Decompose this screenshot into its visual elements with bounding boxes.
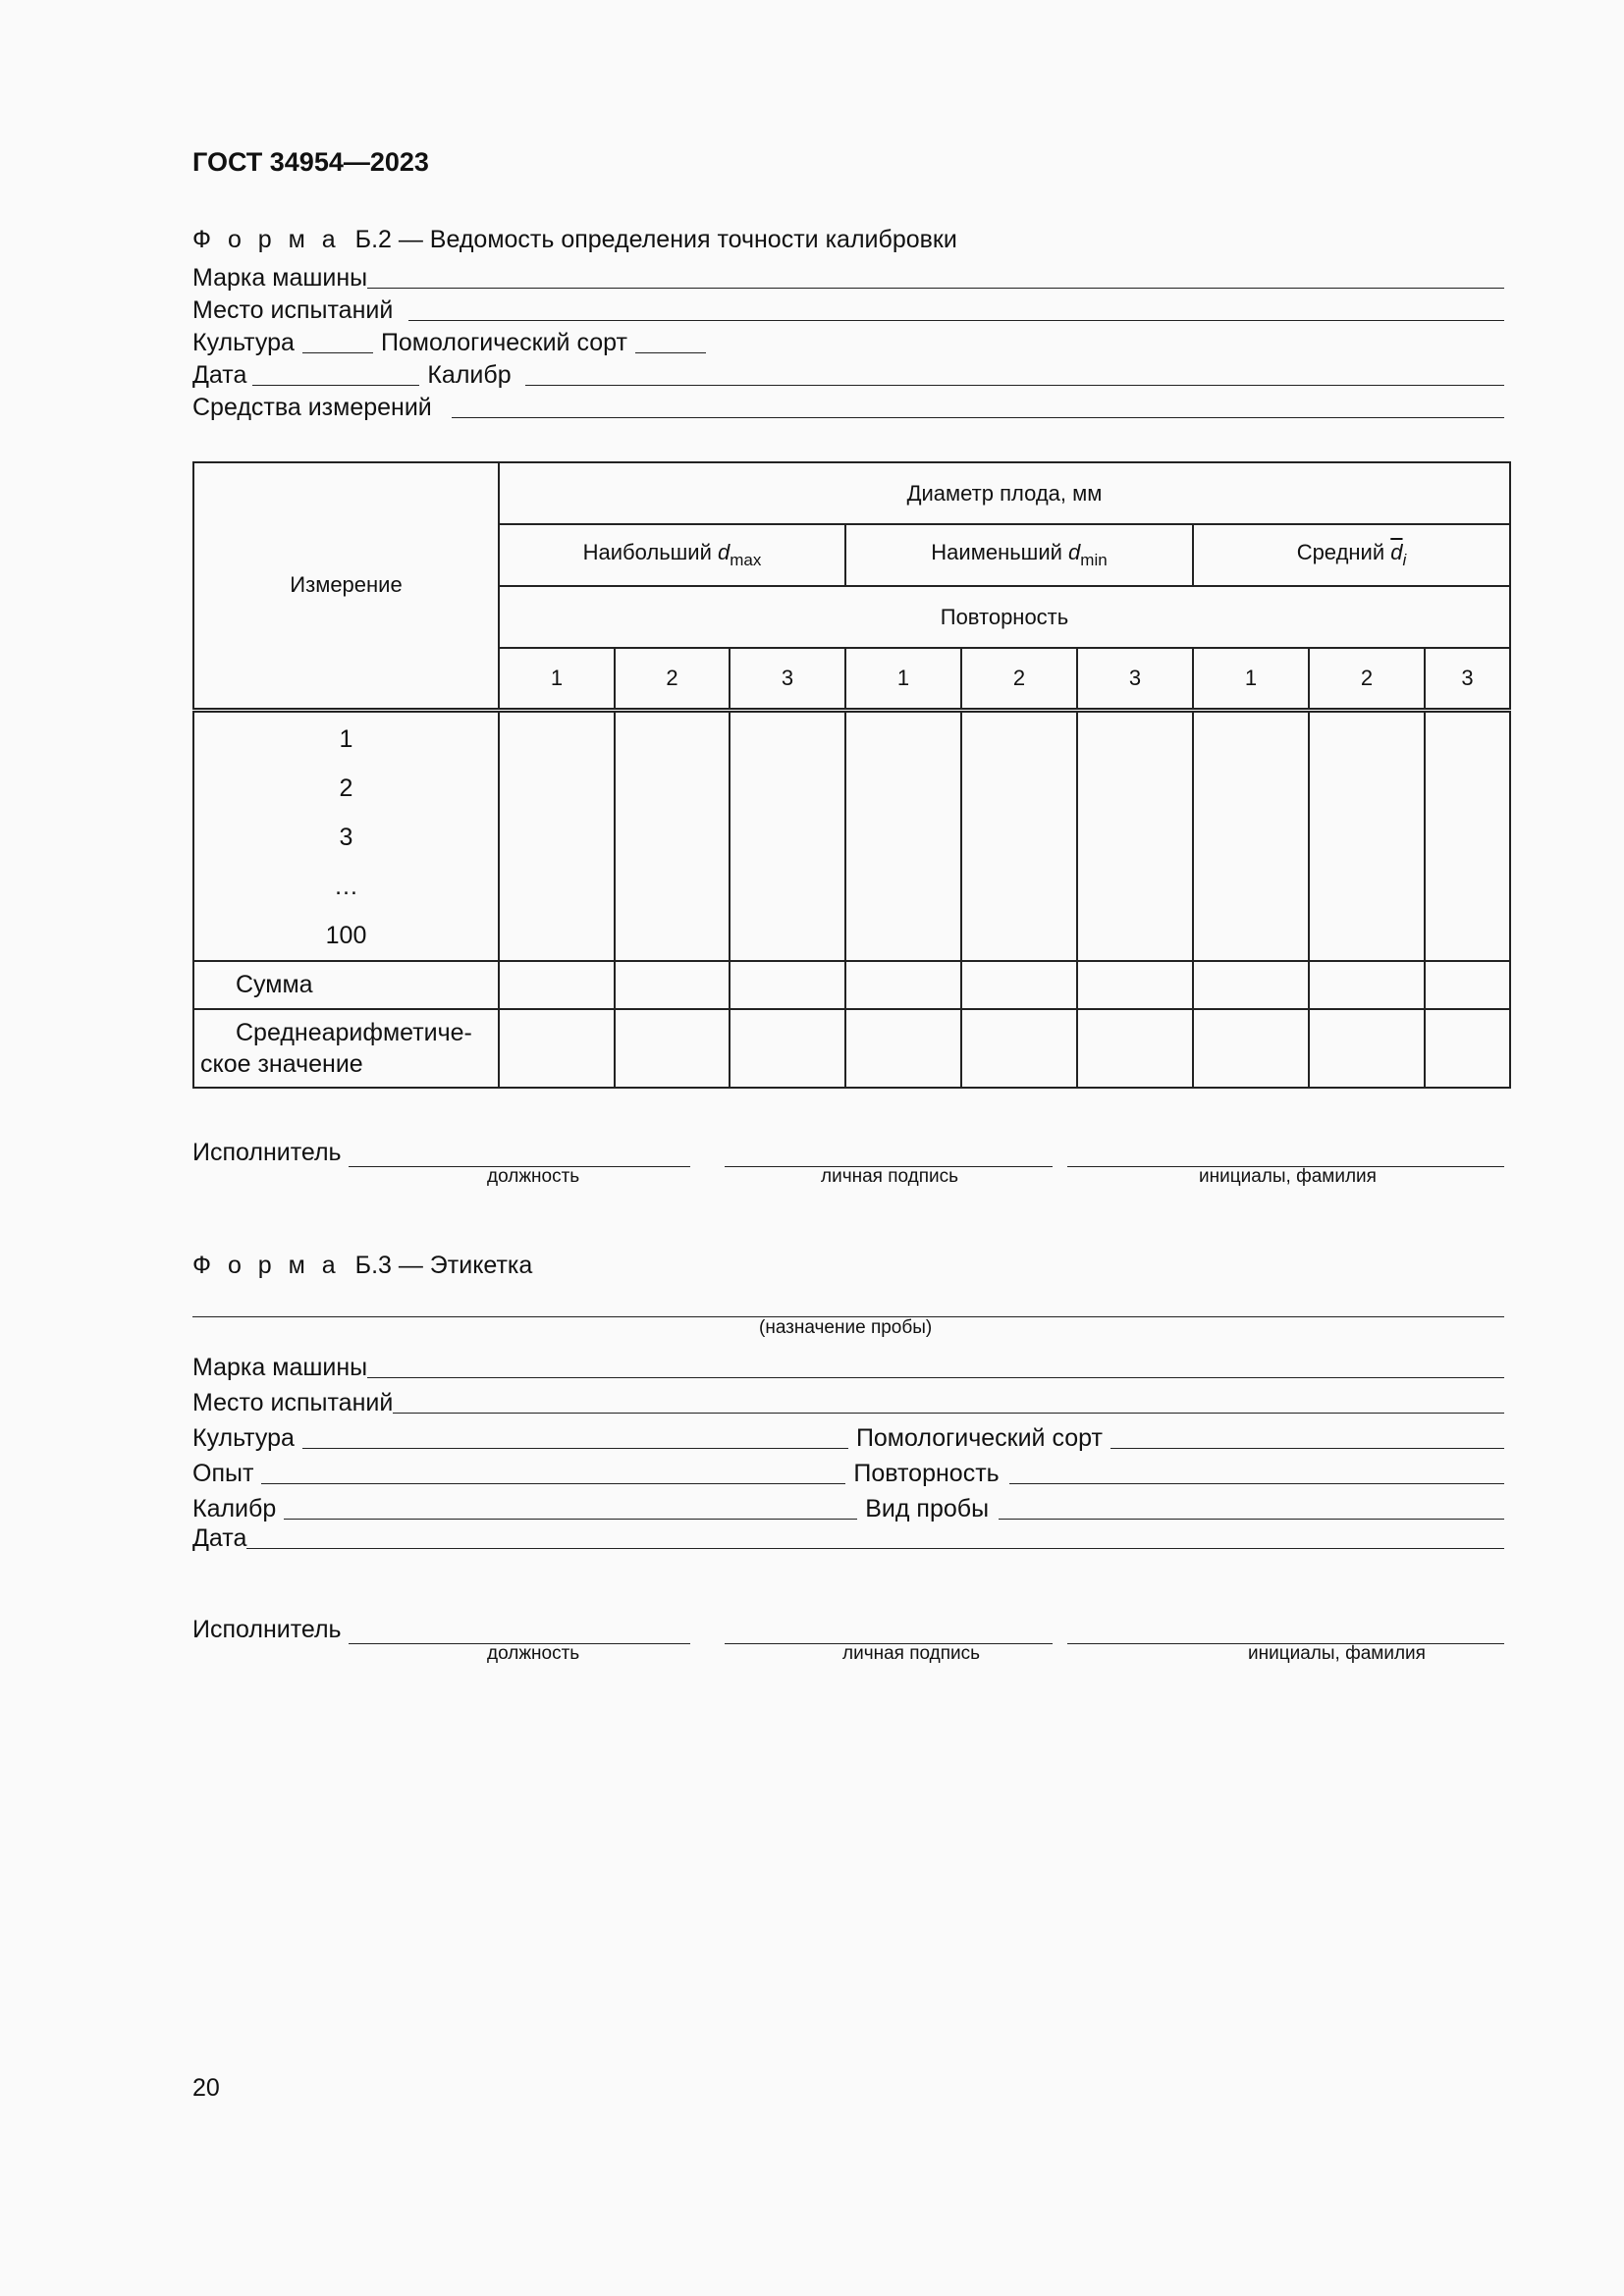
mean-cell[interactable] (615, 1009, 730, 1088)
mean-cell[interactable] (1193, 1009, 1309, 1088)
b3-culture-line[interactable] (302, 1448, 848, 1449)
min-label: Наименьший (931, 540, 1062, 564)
form-b3-title (192, 1252, 532, 1280)
data-cell[interactable] (961, 710, 1077, 961)
b3-caliber-label: Калибр (192, 1495, 277, 1522)
field-caliber-label: Калибр (427, 361, 512, 389)
repeat-number: 3 (1425, 648, 1510, 710)
calibration-table (192, 461, 1511, 1089)
field-machine (192, 265, 1504, 293)
b3-field-machine (192, 1355, 1504, 1382)
field-variety-label: Помологический сорт (380, 329, 627, 356)
b3-place-line[interactable] (393, 1413, 1504, 1414)
performer-label-2: Исполнитель (192, 1616, 342, 1643)
performer-label: Исполнитель (192, 1139, 342, 1166)
purpose-caption: (назначение пробы) (759, 1317, 933, 1338)
data-cell[interactable] (1193, 710, 1309, 961)
field-date-caliber (192, 362, 1504, 390)
repeat-number: 2 (961, 648, 1077, 710)
measurement-row-label: 1 (339, 724, 353, 753)
measurement-row-label: 3 (339, 823, 353, 851)
sum-cell[interactable] (845, 961, 961, 1009)
form-b3-title-text: Б.3 — Этикетка (354, 1252, 533, 1279)
b3-experiment-line[interactable] (261, 1483, 845, 1484)
field-culture-variety (192, 330, 1504, 357)
measurement-numbers (193, 710, 499, 961)
b3-date-line[interactable] (246, 1548, 1504, 1549)
max-subscript: max (730, 551, 762, 569)
field-instruments (192, 395, 1504, 422)
max-diameter-header (499, 524, 845, 586)
b3-repeat-line[interactable] (1009, 1483, 1504, 1484)
b3-field-experiment-repeat (192, 1461, 1504, 1488)
field-instruments-line[interactable] (452, 417, 1504, 418)
field-caliber-line[interactable] (525, 385, 1504, 386)
field-place-label: Место испытаний (192, 296, 394, 324)
position-caption: должность (487, 1166, 580, 1187)
measurement-header: Измерение (193, 462, 499, 710)
measurement-row-label: 2 (339, 774, 353, 802)
b3-field-place (192, 1390, 1504, 1417)
field-culture-label: Культура (192, 329, 295, 356)
data-cell[interactable] (1425, 710, 1510, 961)
measurement-row-label: 100 (325, 921, 367, 949)
signature-caption-2: личная подпись (842, 1643, 981, 1664)
sum-cell[interactable] (499, 961, 615, 1009)
form-b2-title (192, 226, 957, 254)
data-cell[interactable] (845, 710, 961, 961)
mean-subscript: i (1402, 551, 1407, 569)
position-caption-2: должность (487, 1643, 580, 1664)
data-cell[interactable] (615, 710, 730, 961)
field-variety-line[interactable] (635, 352, 706, 353)
mean-diameter-header (1193, 524, 1510, 586)
sum-cell[interactable] (1193, 961, 1309, 1009)
max-symbol: d (718, 540, 731, 564)
measurement-row-label: … (334, 872, 358, 900)
repeat-number: 2 (615, 648, 730, 710)
repeat-number: 3 (1077, 648, 1193, 710)
field-date-line[interactable] (252, 385, 419, 386)
name-caption: инициалы, фамилия (1199, 1166, 1377, 1187)
sum-cell[interactable] (1309, 961, 1425, 1009)
form-b2-title-text: Б.2 — Ведомость определения точности калибровки (354, 226, 957, 253)
min-diameter-header (845, 524, 1193, 586)
mean-cell[interactable] (1077, 1009, 1193, 1088)
b3-culture-label: Культура (192, 1424, 295, 1452)
mean-value-line1: Среднеарифметиче- (236, 1018, 472, 1046)
b3-variety-line[interactable] (1110, 1448, 1504, 1449)
sum-cell[interactable] (1425, 961, 1510, 1009)
repeat-number: 1 (1193, 648, 1309, 710)
mean-cell[interactable] (845, 1009, 961, 1088)
signature-caption: личная подпись (821, 1166, 959, 1187)
form-b3-prefix: Ф о р м а (192, 1252, 341, 1279)
field-machine-label: Марка машины (192, 264, 368, 292)
repeat-number: 3 (730, 648, 845, 710)
b3-field-caliber-sample (192, 1496, 1504, 1523)
form-b2-prefix: Ф о р м а (192, 226, 341, 253)
name-caption-2: инициалы, фамилия (1248, 1643, 1426, 1664)
repeat-number: 1 (845, 648, 961, 710)
b3-sample-label: Вид пробы (865, 1495, 990, 1522)
min-subscript: min (1080, 551, 1108, 569)
mean-cell[interactable] (730, 1009, 845, 1088)
b3-experiment-label: Опыт (192, 1460, 254, 1487)
repeat-header: Повторность (499, 586, 1510, 648)
field-culture-line[interactable] (302, 352, 373, 353)
min-symbol: d (1068, 540, 1081, 564)
field-place (192, 297, 1504, 325)
repeat-number: 1 (499, 648, 615, 710)
b3-machine-line[interactable] (367, 1377, 1504, 1378)
sum-cell[interactable] (615, 961, 730, 1009)
b3-repeat-label: Повторность (853, 1460, 1000, 1487)
field-machine-line[interactable] (367, 288, 1504, 289)
sum-label: Сумма (193, 961, 499, 1009)
b3-variety-label: Помологический сорт (855, 1424, 1103, 1452)
mean-label: Средний (1296, 540, 1385, 564)
b3-caliber-line[interactable] (284, 1519, 857, 1520)
mean-symbol: $\overline{d}$ (1390, 540, 1403, 564)
b3-machine-label: Марка машины (192, 1354, 368, 1381)
data-cell[interactable] (1309, 710, 1425, 961)
repeat-number: 2 (1309, 648, 1425, 710)
page-number: 20 (192, 2074, 220, 2102)
mean-cell[interactable] (1309, 1009, 1425, 1088)
b3-field-culture-variety (192, 1425, 1504, 1453)
sum-cell[interactable] (961, 961, 1077, 1009)
sum-cell[interactable] (730, 961, 845, 1009)
data-cell[interactable] (730, 710, 845, 961)
field-date-label: Дата (192, 361, 247, 389)
data-cell[interactable] (1077, 710, 1193, 961)
mean-cell[interactable] (961, 1009, 1077, 1088)
data-cell[interactable] (499, 710, 615, 961)
diameter-header: Диаметр плода, мм (499, 462, 1510, 524)
b3-date-label: Дата (192, 1524, 247, 1552)
mean-value-line2: ское значение (200, 1049, 363, 1078)
document-standard-number: ГОСТ 34954—2023 (192, 147, 429, 177)
field-instruments-label: Средства измерений (192, 394, 432, 421)
mean-cell[interactable] (499, 1009, 615, 1088)
sum-cell[interactable] (1077, 961, 1193, 1009)
max-label: Наибольший (582, 540, 712, 564)
b3-place-label: Место испытаний (192, 1389, 394, 1416)
mean-cell[interactable] (1425, 1009, 1510, 1088)
b3-field-date (192, 1525, 1504, 1553)
b3-sample-line[interactable] (999, 1519, 1504, 1520)
field-place-line[interactable] (408, 320, 1504, 321)
mean-value-label (193, 1009, 499, 1088)
